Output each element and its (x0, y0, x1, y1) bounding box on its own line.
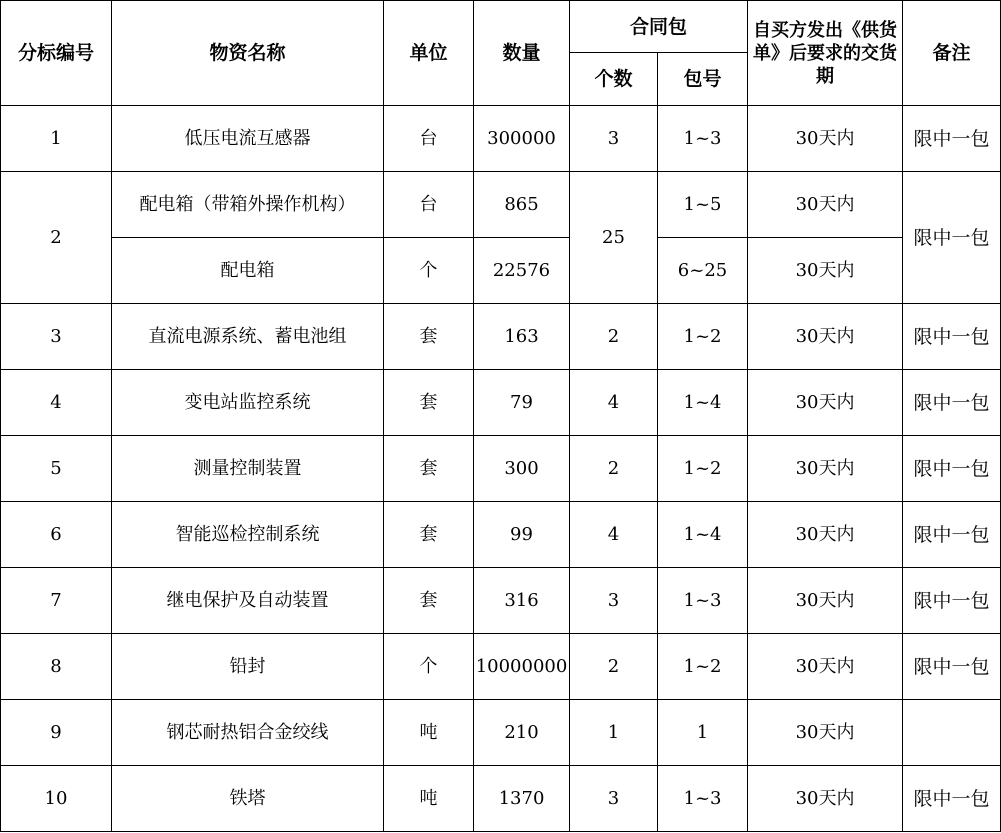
cell-delivery: 30天内 (748, 502, 903, 568)
table-row (1, 106, 1001, 172)
cell-package-count: 3 (570, 766, 658, 832)
header-material-name: 物资名称 (112, 1, 384, 106)
cell-lot: 1 (1, 106, 112, 172)
header-row-1 (1, 1, 1001, 53)
cell-package-count: 4 (570, 370, 658, 436)
header-lot-number: 分标编号 (1, 1, 112, 106)
cell-unit: 台 (384, 172, 474, 238)
cell-remarks (903, 700, 1001, 766)
cell-lot: 4 (1, 370, 112, 436)
cell-quantity: 316 (474, 568, 570, 634)
cell-material: 变电站监控系统 (112, 370, 384, 436)
cell-delivery: 30天内 (748, 304, 903, 370)
cell-material: 铅封 (112, 634, 384, 700)
cell-package-count: 4 (570, 502, 658, 568)
cell-material: 铁塔 (112, 766, 384, 832)
cell-lot: 5 (1, 436, 112, 502)
cell-quantity: 865 (474, 172, 570, 238)
table-row (1, 568, 1001, 634)
cell-remarks: 限中一包 (903, 568, 1001, 634)
table-row (1, 238, 1001, 304)
cell-delivery: 30天内 (748, 568, 903, 634)
header-delivery-period: 自买方发出《供货单》后要求的交货期 (748, 1, 903, 106)
cell-material: 测量控制装置 (112, 436, 384, 502)
cell-delivery: 30天内 (748, 238, 903, 304)
cell-package-number: 1 (658, 700, 748, 766)
cell-package-count: 2 (570, 634, 658, 700)
cell-unit: 台 (384, 106, 474, 172)
cell-package-number: 6~25 (658, 238, 748, 304)
cell-package-count: 2 (570, 436, 658, 502)
cell-material: 配电箱 (112, 238, 384, 304)
cell-remarks: 限中一包 (903, 370, 1001, 436)
cell-remarks: 限中一包 (903, 502, 1001, 568)
cell-lot: 9 (1, 700, 112, 766)
cell-delivery: 30天内 (748, 436, 903, 502)
cell-delivery: 30天内 (748, 106, 903, 172)
cell-quantity: 99 (474, 502, 570, 568)
cell-material: 智能巡检控制系统 (112, 502, 384, 568)
cell-package-count: 3 (570, 568, 658, 634)
table-row (1, 370, 1001, 436)
cell-package-number: 1~4 (658, 370, 748, 436)
table-row (1, 172, 1001, 238)
cell-remarks: 限中一包 (903, 304, 1001, 370)
cell-package-count: 25 (570, 172, 658, 304)
cell-unit: 套 (384, 436, 474, 502)
cell-remarks: 限中一包 (903, 766, 1001, 832)
cell-unit: 个 (384, 634, 474, 700)
header-unit: 单位 (384, 1, 474, 106)
cell-material: 配电箱（带箱外操作机构） (112, 172, 384, 238)
header-contract-package: 合同包 (570, 1, 748, 53)
header-package-count: 个数 (570, 53, 658, 106)
cell-package-number: 1~5 (658, 172, 748, 238)
cell-remarks: 限中一包 (903, 172, 1001, 304)
cell-delivery: 30天内 (748, 172, 903, 238)
table-row (1, 436, 1001, 502)
cell-package-count: 2 (570, 304, 658, 370)
cell-unit: 吨 (384, 766, 474, 832)
cell-lot: 8 (1, 634, 112, 700)
table-row (1, 304, 1001, 370)
cell-lot: 3 (1, 304, 112, 370)
cell-package-number: 1~2 (658, 304, 748, 370)
cell-lot: 10 (1, 766, 112, 832)
cell-material: 直流电源系统、蓄电池组 (112, 304, 384, 370)
cell-remarks: 限中一包 (903, 436, 1001, 502)
cell-package-count: 1 (570, 700, 658, 766)
cell-package-number: 1~3 (658, 106, 748, 172)
cell-material: 继电保护及自动装置 (112, 568, 384, 634)
cell-quantity: 210 (474, 700, 570, 766)
cell-quantity: 10000000 (474, 634, 570, 700)
table-row (1, 502, 1001, 568)
cell-quantity: 1370 (474, 766, 570, 832)
table-row (1, 766, 1001, 832)
cell-delivery: 30天内 (748, 700, 903, 766)
cell-quantity: 163 (474, 304, 570, 370)
cell-material: 低压电流互感器 (112, 106, 384, 172)
header-package-number: 包号 (658, 53, 748, 106)
cell-unit: 个 (384, 238, 474, 304)
cell-unit: 套 (384, 502, 474, 568)
cell-delivery: 30天内 (748, 370, 903, 436)
cell-unit: 套 (384, 370, 474, 436)
cell-lot: 2 (1, 172, 112, 304)
cell-package-number: 1~2 (658, 436, 748, 502)
cell-quantity: 79 (474, 370, 570, 436)
header-quantity: 数量 (474, 1, 570, 106)
table-row (1, 634, 1001, 700)
cell-remarks: 限中一包 (903, 634, 1001, 700)
cell-remarks: 限中一包 (903, 106, 1001, 172)
cell-package-number: 1~3 (658, 766, 748, 832)
cell-quantity: 22576 (474, 238, 570, 304)
cell-unit: 套 (384, 568, 474, 634)
cell-package-number: 1~2 (658, 634, 748, 700)
cell-delivery: 30天内 (748, 634, 903, 700)
cell-material: 钢芯耐热铝合金绞线 (112, 700, 384, 766)
cell-package-count: 3 (570, 106, 658, 172)
table-row (1, 700, 1001, 766)
cell-quantity: 300 (474, 436, 570, 502)
cell-quantity: 300000 (474, 106, 570, 172)
cell-lot: 7 (1, 568, 112, 634)
cell-unit: 套 (384, 304, 474, 370)
cell-unit: 吨 (384, 700, 474, 766)
cell-package-number: 1~3 (658, 568, 748, 634)
cell-delivery: 30天内 (748, 766, 903, 832)
cell-lot: 6 (1, 502, 112, 568)
cell-package-number: 1~4 (658, 502, 748, 568)
header-remarks: 备注 (903, 1, 1001, 106)
